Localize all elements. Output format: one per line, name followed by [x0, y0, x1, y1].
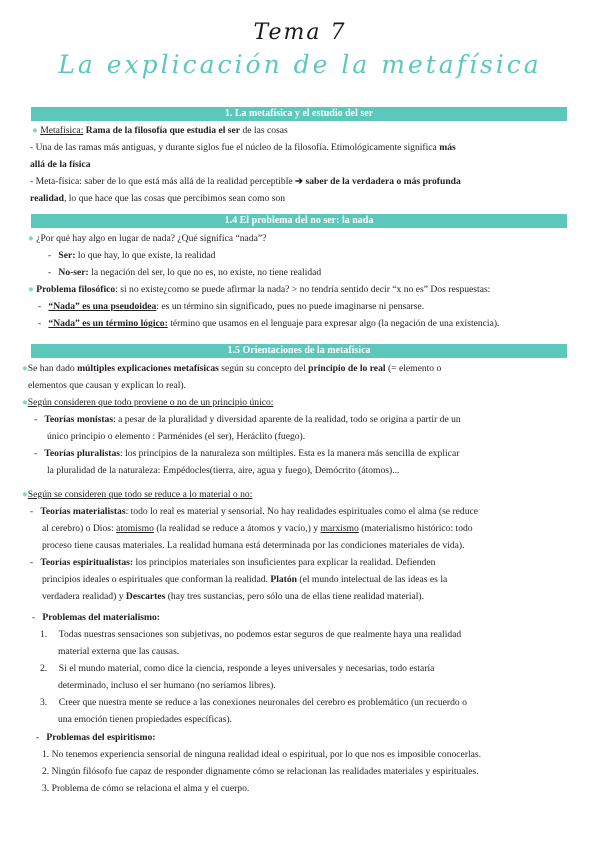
intro-a: Se han dado	[27, 363, 75, 374]
ramas-line	[30, 139, 456, 156]
ser-text: lo que hay, lo que existe, la realidad	[77, 250, 216, 261]
arrow-icon: ➔	[295, 176, 304, 187]
prob-esp-heading-text: Problemas del espiritismo:	[46, 732, 156, 743]
material-heading-text: Según se consideren que todo se reduce a lo material o no:	[27, 489, 253, 500]
intro-bold2: principio de lo real	[308, 363, 386, 374]
ser-label: Ser:	[58, 250, 76, 261]
list-item	[40, 660, 434, 677]
bullet-icon: ●	[32, 125, 38, 136]
espiritualistas-line: - Teorías espiritualistas: los principios materiales son insuficientes para explicar la realidad. Defienden	[30, 557, 436, 568]
intro-b: según su concepto del	[221, 363, 306, 374]
material-heading	[22, 486, 252, 503]
monistas-line-2: único principio o elemento : Parménides (el ser), Heráclito (fuego).	[47, 431, 306, 442]
esp-text3b: (hay tres sustancias, pero sólo una de ellas tiene realidad material).	[167, 591, 425, 602]
platon-name: Platón	[270, 574, 297, 585]
espiritualistas-line-3	[42, 588, 424, 605]
def-bold: Rama de la filosofía que estudia el ser	[85, 125, 241, 136]
list-text: Ningún filósofo fue capaz de responder dignamente cómo se relacionan las realidades materiales y espirituales.	[51, 766, 479, 777]
problema-label: Problema filosófico	[36, 284, 116, 295]
materialistas-label: Teorías materialistas	[40, 506, 126, 517]
list-item	[40, 694, 467, 711]
list-text: Todas nuestras sensaciones son subjetivas, no podemos estar seguros de que realmente haya una realidad	[58, 629, 462, 640]
saber-text: - Meta-física: saber de lo que está más allá de la realidad perceptible	[30, 176, 293, 187]
section-3-heading: 1.5 Orientaciones de la metafísica	[31, 344, 567, 358]
pluralistas-label: Teorías pluralistas	[44, 448, 120, 459]
list-item-cont: una emoción tienen propiedades específicas).	[58, 714, 232, 725]
esp-text2a: principios ideales o espirituales que conforman la realidad.	[42, 574, 268, 585]
ramas-text: - Una de las ramas más antiguas, y durante siglos fue el núcleo de la filosofía. Etimológicamente significa	[30, 142, 437, 153]
list-text: No tenemos experiencia sensorial de ninguna realidad ideal o espiritual, por lo que nos es imposible conocerlas.	[51, 749, 482, 760]
logico-text: término que usamos en el lenguaje para expresar algo (la negación de una existencia).	[170, 318, 500, 329]
bullet-icon: ●	[22, 363, 28, 374]
logico-line: - “Nada” es un término lógico: término que usamos en el lenguaje para expresar algo (la negación de una existencia).	[38, 318, 500, 329]
materialistas-line: - Teorías materialistas: todo lo real es material y sensorial. No hay realidades espirituales como el alma (se reduce	[30, 506, 479, 517]
pseudoidea-line: - “Nada” es una pseudoidea: es un término sin significado, pues no puede imaginarse ni pensarse.	[38, 301, 425, 312]
saber-bold: saber de la verdadera o más profunda	[305, 176, 461, 187]
def-rest: de las cosas	[242, 125, 288, 136]
list-item-cont: material externa que las causas.	[58, 646, 180, 657]
problema-line	[28, 281, 490, 298]
bullet-icon: ●	[28, 233, 34, 244]
topic-title: Tema 7	[253, 20, 347, 45]
metafisica-definition	[32, 122, 288, 139]
list-item	[42, 763, 479, 780]
espiritualistas-label: Teorías espiritualistas:	[40, 557, 134, 568]
list-number: 2.	[42, 766, 50, 777]
esp-text3a: verdadera realidad) y	[42, 591, 124, 602]
def-label: Metafísica:	[40, 125, 84, 136]
uno-heading-text: Según consideren que todo proviene o no de un principio único:	[27, 397, 274, 408]
pseudo-label: “Nada” es una pseudoidea	[48, 301, 157, 312]
realidad-line	[30, 190, 285, 207]
mat-text2c: (materialismo histórico: todo	[361, 523, 473, 534]
atomismo-term: atomismo	[116, 523, 154, 534]
problema-text: : si no existe¿como se puede afirmar la nada? > no tendría sentido decir “x no es” Dos respuestas:	[115, 284, 491, 295]
esp-text2b: (el mundo intelectual de las ideas es la	[299, 574, 448, 585]
list-text: Problema de cómo se relaciona el alma y el cuerpo.	[51, 783, 250, 794]
prob-mat-heading-text: Problemas del materialismo:	[42, 612, 160, 623]
list-number: 2.	[40, 663, 48, 674]
realidad-rest: , lo que hace que las cosas que percibimos sean como son	[63, 193, 286, 204]
principio-unico-heading	[22, 394, 273, 411]
list-number: 1.	[42, 749, 50, 760]
monistas-label: Teorías monistas	[44, 414, 114, 425]
page-title: La explicación de la metafísica	[58, 50, 542, 79]
realidad-bold: realidad	[30, 193, 64, 204]
bullet-icon: ●	[28, 284, 34, 295]
mas-bold: más	[439, 142, 456, 153]
list-text: Si el mundo material, como dice la ciencia, responde a leyes universales y necesarias, todo estaría	[58, 663, 435, 674]
intro-line-2: elementos que causan y explican lo real).	[28, 380, 186, 391]
metafisica-saber-line	[30, 173, 461, 190]
list-text: Creer que nuestra mente se reduce a las conexiones neuronales del cerebro es problemático (un recuerdo o	[58, 697, 467, 708]
list-item	[42, 780, 249, 797]
mat-text2a: al cerebro) o Dios:	[42, 523, 114, 534]
alla-bold: allá de la física	[30, 159, 91, 170]
logico-label: “Nada” es un término lógico:	[48, 318, 168, 329]
intro-bold: múltiples explicaciones metafísicas	[77, 363, 219, 374]
marxismo-term: marxismo	[320, 523, 359, 534]
list-item	[42, 746, 481, 763]
list-item	[40, 626, 461, 643]
materialistas-line-3: proceso tiene causas materiales. La realidad humana está determinada por las condiciones materiales de vida).	[42, 540, 465, 551]
intro-c: (= elemento o	[387, 363, 442, 374]
section-1-heading: 1. La metafísica y el estudio del ser	[31, 107, 567, 121]
monistas-line: - Teorías monistas: a pesar de la pluralidad y diversidad aparente de la realidad, todo se origina a partir de un	[34, 414, 461, 425]
section-2-heading: 1.4 El problema del no ser: la nada	[31, 214, 567, 228]
intro-line	[22, 360, 441, 377]
list-number: 1.	[40, 629, 48, 640]
mat-text2b: (la realidad se reduce a átomos y vacío,) y	[156, 523, 319, 534]
pluralistas-text1: : los principios de la naturaleza son múltiples. Esta es la manera más sencilla de explicar	[120, 448, 460, 459]
noser-line: - No-ser: la negación del ser, lo que no es, no existe, no tiene realidad	[48, 267, 322, 278]
list-number: 3.	[40, 697, 48, 708]
pluralistas-line-2: la pluralidad de la naturaleza: Empédocles(tierra, aire, agua y fuego), Demócrito (átomos)...	[47, 465, 400, 476]
list-item-cont: determinado, incluso el ser humano (no seríamos libres).	[58, 680, 276, 691]
alla-line	[30, 156, 91, 173]
pluralistas-line: - Teorías pluralistas: los principios de la naturaleza son múltiples. Esta es la manera más sencilla de explicar	[34, 448, 460, 459]
descartes-name: Descartes	[125, 591, 166, 602]
noser-text: la negación del ser, lo que no es, no existe, no tiene realidad	[91, 267, 322, 278]
bullet-icon: ●	[22, 489, 28, 500]
ser-line: - Ser: lo que hay, lo que existe, la realidad	[48, 250, 216, 261]
espiritualistas-line-2	[42, 571, 447, 588]
pseudo-text: : es un término sin significado, pues no puede imaginarse ni pensarse.	[156, 301, 425, 312]
noser-label: No-ser:	[58, 267, 89, 278]
materialistas-line-2	[42, 520, 473, 537]
esp-text1: los principios materiales son insuficientes para explicar la realidad. Defienden	[135, 557, 436, 568]
problemas-espiritismo-heading: - Problemas del espiritismo:	[36, 732, 156, 743]
question-line	[28, 230, 266, 247]
problemas-materialismo-heading: - Problemas del materialismo:	[32, 612, 160, 623]
list-number: 3.	[42, 783, 50, 794]
monistas-text1: : a pesar de la pluralidad y diversidad aparente de la realidad, todo se origina a partir de un	[113, 414, 461, 425]
bullet-icon: ●	[22, 397, 28, 408]
question-text: ¿Por qué hay algo en lugar de nada? ¿Qué significa “nada”?	[36, 233, 267, 244]
materialistas-text1: : todo lo real es material y sensorial. No hay realidades espirituales como el alma (se reduce	[125, 506, 479, 517]
